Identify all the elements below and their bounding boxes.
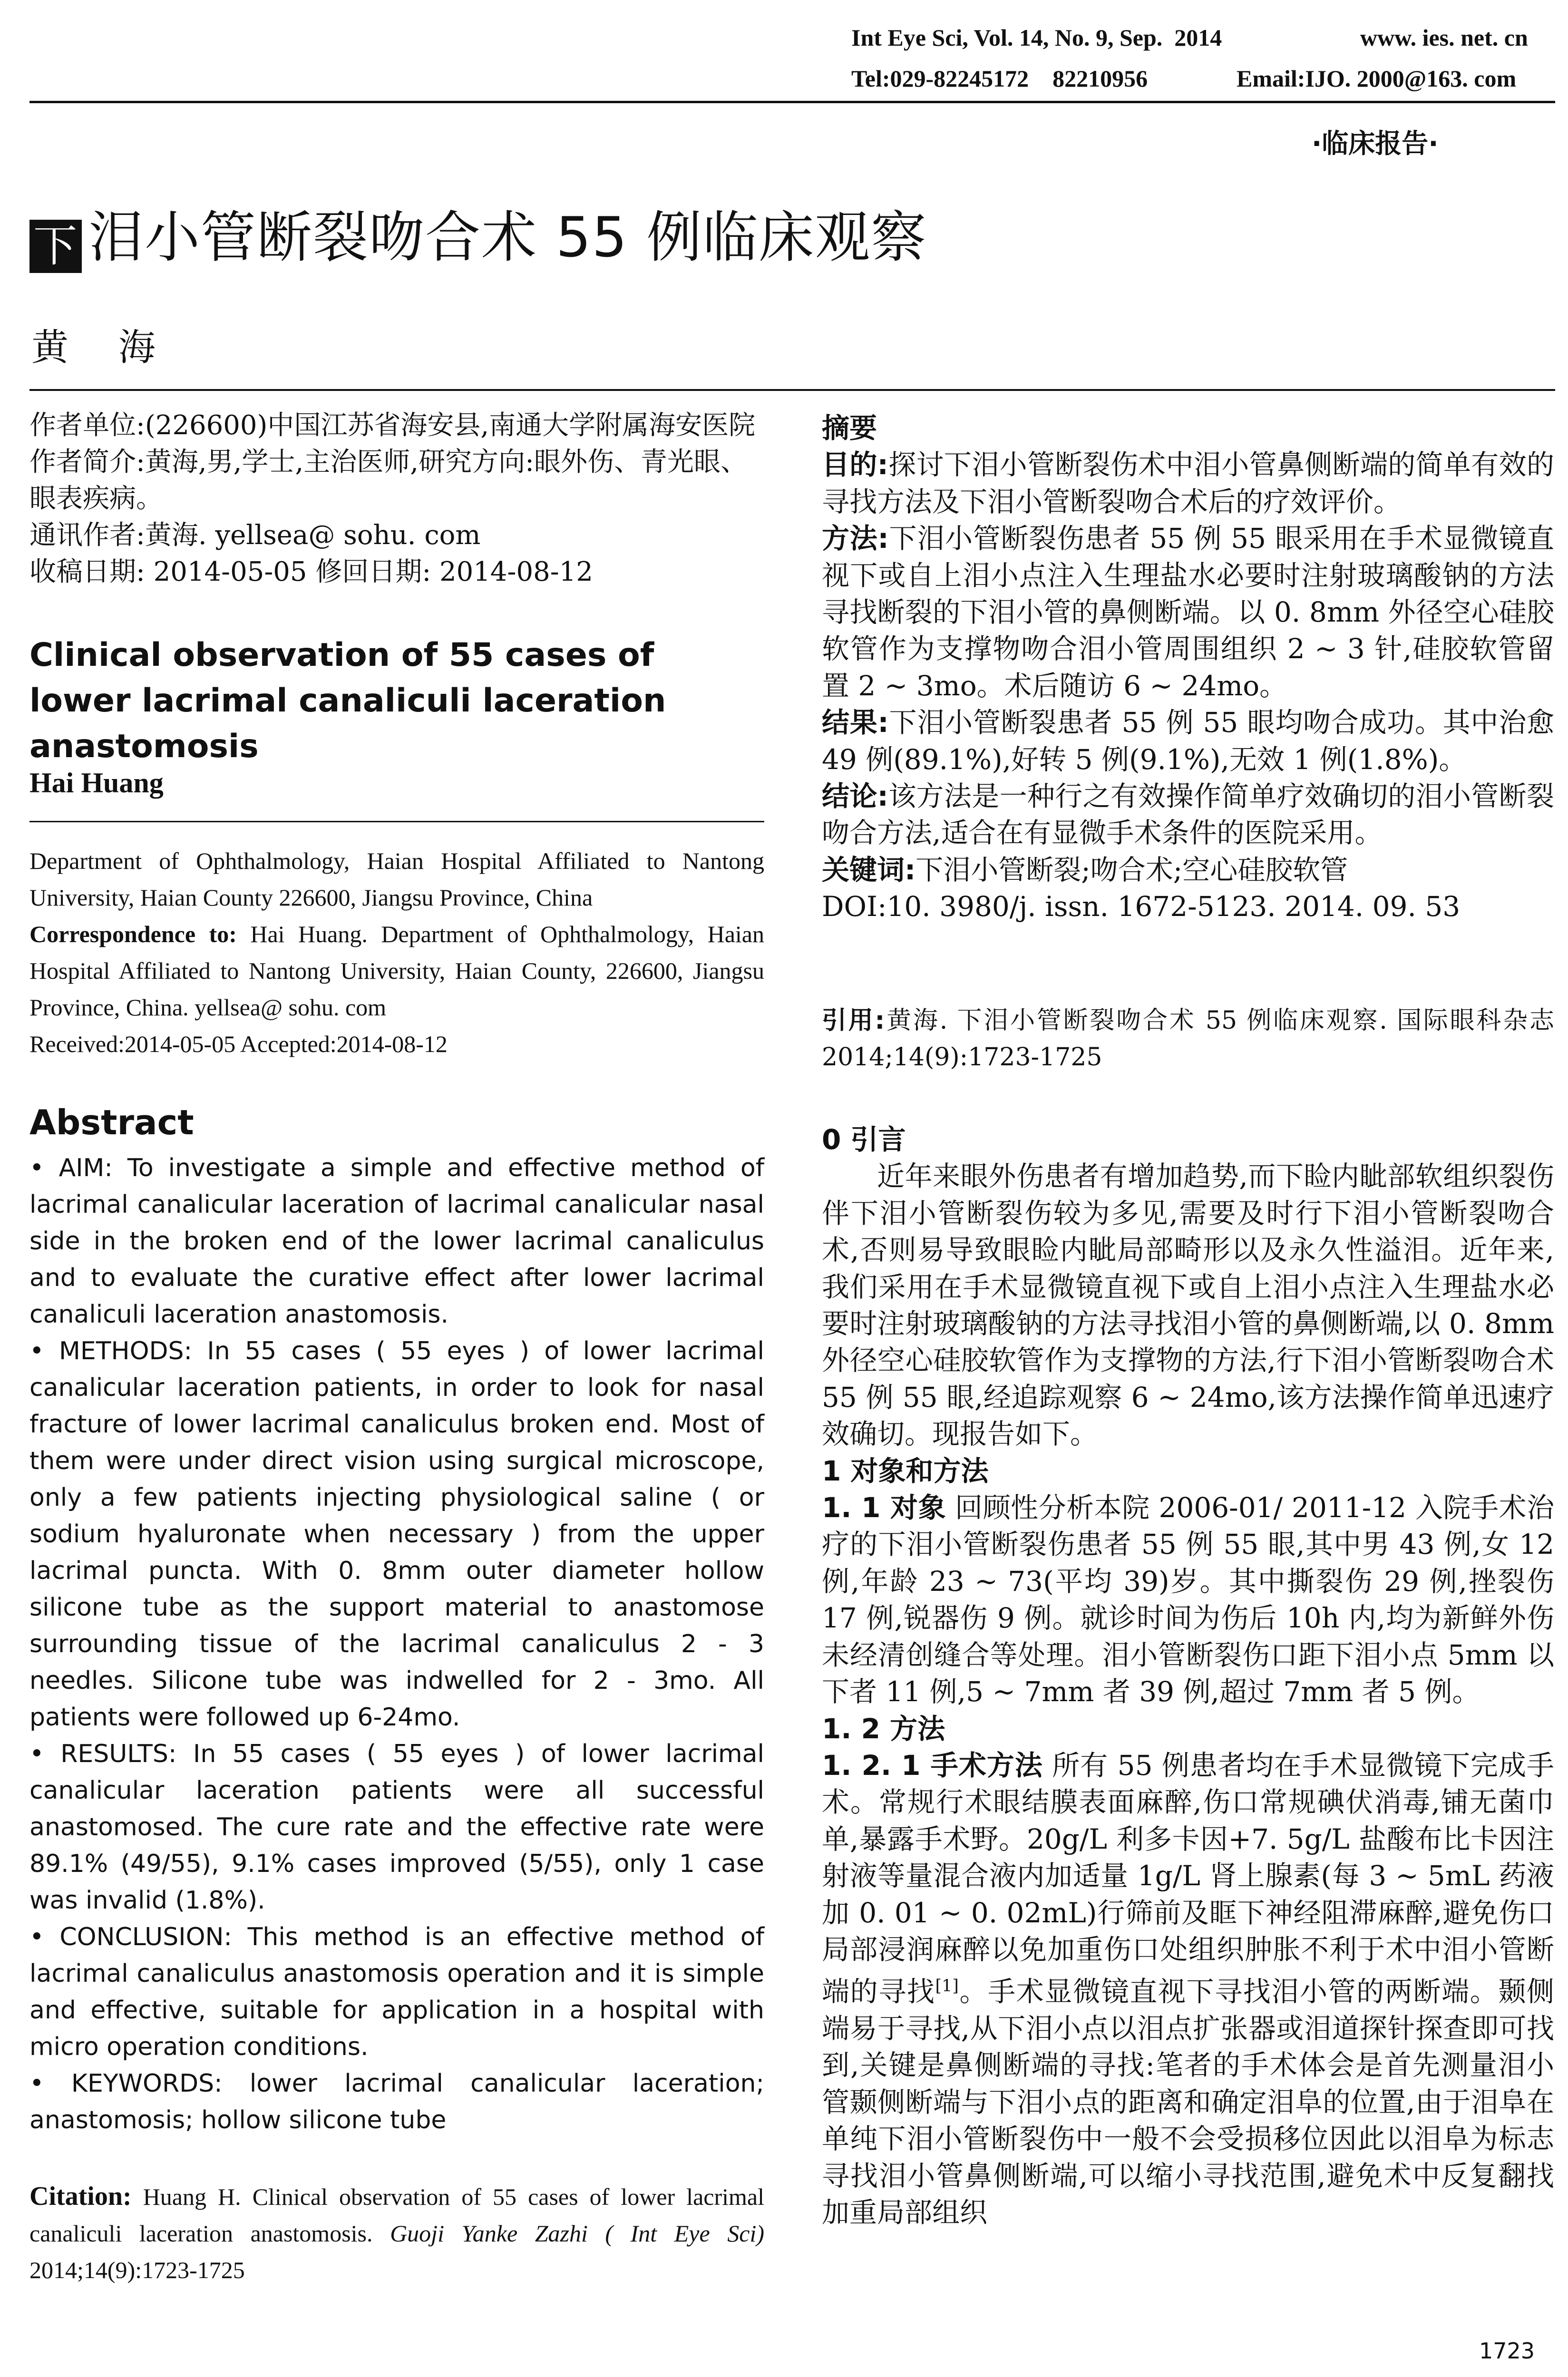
reference-marker[interactable]: [1] <box>935 1977 959 1996</box>
citation-en-label: Citation: <box>29 2182 132 2211</box>
citation-en-journal: Guoji Yanke Zazhi ( Int Eye Sci) <box>390 2220 764 2247</box>
section-1-1 <box>822 1490 1554 1710</box>
correspondence-label: Correspondence to: <box>29 921 237 947</box>
keywords-cn-label: 关键词: <box>822 853 916 886</box>
section-1-2-1-text-2: 。手术显微镜直视下寻找泪小管的两断端。颞侧端易于寻找,从下泪小点以泪点扩张器或泪道探针探查即可找到,关键是鼻侧断端的寻找:笔者的手术体会是首先测量泪小管颞侧断端与下泪小点的距离和确定泪阜的位置,由于泪阜在单纯下泪小管断裂伤中一般不会受损移位因此以泪阜为标志寻找泪小管鼻侧断端,可以缩小寻找范围,避免术中反复翻找加重局部组织 <box>822 1975 1554 2229</box>
conclusion-cn-text: 该方法是一种行之有效操作简单疗效确切的泪小管断裂吻合方法,适合在有显微手术条件的医院采用。 <box>822 780 1554 849</box>
keywords-cn-text: 下泪小管断裂;吻合术;空心硅胶软管 <box>915 853 1348 886</box>
header-rule <box>29 101 1555 103</box>
results-text: In 55 cases ( 55 eyes ) of lower lacrimal canalicular laceration patients were all successful anastomosed. The cure rate and the effective rate were 89.1% (49/55), 9.1% cases improved (5/55), only 1 case was invalid (1.8%). <box>29 1740 764 1915</box>
section-1-1-text: 回顾性分析本院 2006-01/ 2011-12 入院手术治疗的下泪小管断裂伤患者 55 例 55 眼,其中男 43 例,女 12 例,年龄 23 ~ 73(平均 39)岁。其中撕裂伤 29 例,挫裂伤 17 例,锐器伤 9 例。就诊时间为伤后 10h 内,均为新鲜外伤未经清创缝合等处理。泪小管断裂伤口距下泪小点 5mm 以下者 11 例,5 ~ 7mm 者 39 例,超过 7mm 者 5 例。 <box>822 1491 1554 1708</box>
keywords-label: • KEYWORDS: <box>29 2069 223 2098</box>
page-title <box>29 205 927 273</box>
citation-cn-text: 黄海. 下泪小管断裂吻合术 55 例临床观察. 国际眼科杂志 2014;14(9):1723-1725 <box>822 1006 1554 1072</box>
abstract-cn-keywords <box>822 852 1554 888</box>
title-initial-icon: 下 <box>29 220 82 273</box>
citation-en <box>29 2178 764 2289</box>
received-dates-cn: 收稿日期: 2014-05-05 修回日期: 2014-08-12 <box>29 556 593 587</box>
title-text: 泪小管断裂吻合术 55 例临床观察 <box>88 205 927 270</box>
correspondence-text: Hai Huang. Department of Ophthalmology, Haian Hospital Affiliated to Nantong University, Haian County, 226600, Jiangsu Province, China. yellsea@ sohu. com <box>29 921 764 1021</box>
citation-en-text-a: Huang H. Clinical observation of 55 cases of lower lacrimal canaliculi laceration anastomosis. <box>29 2183 764 2247</box>
en-author: Hai Huang <box>29 767 164 799</box>
abstract-heading: Abstract <box>29 1102 194 1142</box>
abstract-results <box>29 1736 764 1919</box>
abstract-cn-conclusion <box>822 778 1554 852</box>
purpose-text: 探讨下泪小管断裂伤术中泪小管鼻侧断端的简单有效的寻找方法及下泪小管断裂吻合术后的疗效评价。 <box>822 448 1554 518</box>
section-1-2-1-label: 1. 2. 1 手术方法 <box>822 1749 1043 1782</box>
abstract-keywords <box>29 2065 764 2139</box>
correspondence <box>29 916 764 1026</box>
results-label: • RESULTS: <box>29 1740 177 1768</box>
abstract-cn-heading: 摘要 <box>822 412 877 444</box>
section-1-2-1-text: 所有 55 例患者均在手术显微镜下完成手术。常规行术眼结膜表面麻醉,伤口常规碘伏消毒,铺无菌巾单,暴露手术野。20g/L 利多卡因+7. 5g/L 盐酸布比卡因注射液等量混合液内加适量 1g/L 肾上腺素(每 3 ~ 5mL 药液加 0. 01 ~ 0. 02mL)行筛前及眶下神经阻滞麻醉,避免伤口局部浸润麻醉以免加重伤口处组织肿胀不利于术中泪小管断端的寻找 <box>822 1749 1554 2008</box>
author-cn: 黄 海 <box>31 326 175 369</box>
en-affiliation: Department of Ophthalmology, Haian Hospital Affiliated to Nantong University, Haian County 226600, Jiangsu Province, China <box>29 848 764 911</box>
corresponding-author-cn: 通讯作者:黄海. yellsea@ sohu. com <box>29 520 481 551</box>
abstract-cn-method <box>822 520 1554 704</box>
keywords-text: lower lacrimal canalicular laceration; anastomosis; hollow silicone tube <box>29 2069 764 2134</box>
result-label: 结果: <box>822 706 889 739</box>
author-profile-cn: 作者简介:黄海,男,学士,主治医师,研究方向:眼外伤、青光眼、眼表疾病。 <box>29 447 747 514</box>
body-text <box>822 1121 1554 2231</box>
page-number: 1723 <box>1479 2338 1535 2364</box>
section-1-1-label: 1. 1 对象 <box>822 1491 946 1524</box>
en-affiliation-block <box>29 843 764 1062</box>
abstract-cn <box>822 410 1554 925</box>
author-affiliation-cn: 作者单位:(226600)中国江苏省海安县,南通大学附属海安医院 <box>29 410 756 441</box>
purpose-label: 目的: <box>822 448 888 481</box>
journal-tel: Tel:029-82245172 82210956 <box>851 65 1148 92</box>
citation-en-text-b: 2014;14(9):1723-1725 <box>29 2257 245 2283</box>
en-title: Clinical observation of 55 cases of lower lacrimal canaliculi laceration anastomosis <box>29 636 666 765</box>
method-text: 下泪小管断裂伤患者 55 例 55 眼采用在手术显微镜直视下或自上泪小点注入生理盐水必要时注射玻璃酸钠的方法寻找断裂的下泪小管的鼻侧断端。以 0. 8mm 外径空心硅胶软管作为支撑物吻合泪小管周围组织 2 ~ 3 针,硅胶软管留置 2 ~ 3mo。术后随访 6 ~ 24mo。 <box>822 522 1554 702</box>
citation-cn <box>822 1003 1554 1076</box>
abstract-cn-purpose <box>822 447 1554 520</box>
abstract-cn-result <box>822 704 1554 778</box>
section-1-2-1 <box>822 1747 1554 2231</box>
method-label: 方法: <box>822 522 889 555</box>
journal-email: Email:IJO. 2000@163. com <box>1237 65 1517 92</box>
methods-text: In 55 cases ( 55 eyes ) of lower lacrimal canalicular laceration patients, in order to look for nasal fracture of lower lacrimal canaliculus broken end. Most of them were under direct vision using surgical microscope, only a few patients injecting physiological saline ( or sodium hyaluronate when necessary ) from the upper lacrimal puncta. With 0. 8mm outer diameter hollow silicone tube as the support material to anastomose surrounding tissue of the lacrimal canaliculus 2 - 3 needles. Silicone tube was indwelled for 2 - 3mo. All patients were followed up 6-24mo. <box>29 1337 764 1732</box>
abstract-aim <box>29 1150 764 1333</box>
intro-paragraph: 近年来眼外伤患者有增加趋势,而下睑内眦部软组织裂伤伴下泪小管断裂伤较为多见,需要及时行下泪小管断裂吻合术,否则易导致眼睑内眦局部畸形以及永久性溢泪。近年来,我们采用在手术显微镜直视下或自上泪小点注入生理盐水必要时注射玻璃酸钠的方法寻找泪小管的鼻侧断端,以 0. 8mm 外径空心硅胶软管作为支撑物的方法,行下泪小管断裂吻合术 55 例 55 眼,经追踪观察 6 ~ 24mo,该方法操作简单迅速疗效确切。现报告如下。 <box>822 1160 1554 1451</box>
section-tag: ·临床报告· <box>1312 128 1439 159</box>
conclusion-label: • CONCLUSION: <box>29 1923 232 1951</box>
aim-label: • AIM: <box>29 1154 113 1182</box>
abstract-en <box>29 1150 764 2139</box>
doi: DOI:10. 3980/j. issn. 1672-5123. 2014. 09. 53 <box>822 890 1461 923</box>
conclusion-cn-label: 结论: <box>822 780 888 813</box>
methods-heading: 1 对象和方法 <box>822 1454 989 1487</box>
intro-heading: 0 引言 <box>822 1123 906 1156</box>
journal-website: www. ies. net. cn <box>1360 24 1528 51</box>
received-accepted: Received:2014-05-05 Accepted:2014-08-12 <box>29 1031 448 1057</box>
journal-info: Int Eye Sci, Vol. 14, No. 9, Sep. 2014 <box>851 24 1222 51</box>
conclusion-text: This method is an effective method of lacrimal canaliculus anastomosis operation and it is simple and effective, suitable for application in a hospital with micro operation conditions. <box>29 1923 764 2061</box>
result-text: 下泪小管断裂患者 55 例 55 眼均吻合成功。其中治愈 49 例(89.1%),好转 5 例(9.1%),无效 1 例(1.8%)。 <box>822 706 1554 776</box>
en-author-rule <box>29 821 764 822</box>
abstract-conclusion <box>29 1919 764 2065</box>
methods-label: • METHODS: <box>29 1337 193 1365</box>
abstract-methods <box>29 1333 764 1736</box>
section-1-2-heading: 1. 2 方法 <box>822 1712 945 1745</box>
title-rule <box>29 389 1555 391</box>
author-info <box>29 407 764 590</box>
citation-cn-label: 引用: <box>822 1006 885 1035</box>
aim-text: To investigate a simple and effective method of lacrimal canalicular laceration of lacrimal canalicular nasal side in the broken end of the lower lacrimal canaliculus and to evaluate the curative effect after lower lacrimal canaliculi laceration anastomosis. <box>29 1154 764 1329</box>
